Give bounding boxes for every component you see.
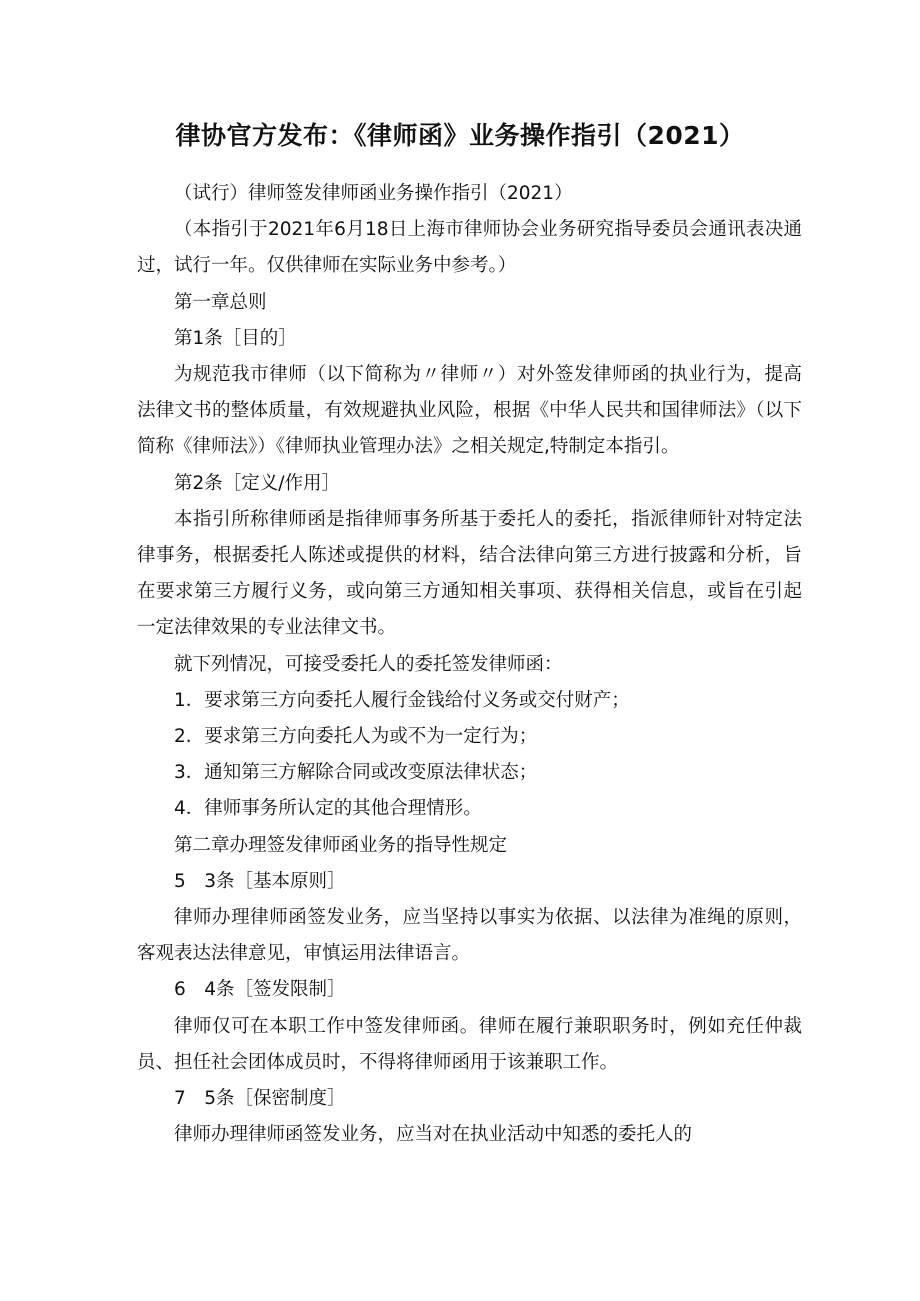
article-paragraph: 本指引所称律师函是指律师事务所基于委托人的委托，指派律师针对特定法律事务，根据委托人陈述或提供的材料，结合法律向第三方进行披露和分析，旨在要求第三方履行义务，或向第三方通知相关事项、获得相关信息，或旨在引起一定法律效果的专业法律文书。	[137, 508, 802, 639]
article-heading: 7 5条［保密制度］	[174, 1088, 346, 1110]
subtitle-line: （试行）律师签发律师函业务操作指引（2021）	[174, 183, 573, 204]
chapter-heading: 第一章总则	[174, 291, 267, 313]
list-item: 3．通知第三方解除合同或改变原法律状态；	[174, 762, 538, 784]
article-heading: 6 4条［签发限制］	[174, 979, 346, 1001]
article-paragraph: 律师办理律师函签发业务，应当对在执业活动中知悉的委托人的	[174, 1124, 693, 1146]
list-intro: 就下列情况，可接受委托人的委托签发律师函：	[174, 653, 563, 675]
article-paragraph: 律师仅可在本职工作中签发律师函。律师在履行兼职职务时，例如充任仲裁员、担任社会团体成员时，不得将律师函用于该兼职工作。	[137, 1015, 802, 1073]
list-item: 2．要求第三方向委托人为或不为一定行为；	[174, 726, 538, 748]
article-paragraph: 律师办理律师函签发业务，应当坚持以事实为依据、以法律为准绳的原则，客观表达法律意见，审慎运用法律语言。	[137, 907, 802, 965]
document-body	[137, 176, 802, 1153]
list-item: 4．律师事务所认定的其他合理情形。	[174, 798, 482, 820]
list-item: 1．要求第三方向委托人履行金钱给付义务或交付财产；	[174, 689, 630, 711]
article-heading: 第1条［目的］	[174, 327, 297, 349]
article-heading: 第2条［定义/作用］	[174, 472, 341, 494]
article-paragraph: 为规范我市律师（以下简称为〃律师〃）对外签发律师函的执业行为，提高法律文书的整体质量，有效规避执业风险，根据《中华人民共和国律师法》（以下简称《律师法》）《律师执业管理办法》之相关规定,特制定本指引。	[137, 364, 802, 458]
article-heading: 5 3条［基本原则］	[174, 870, 346, 892]
adoption-note: （本指引于2021年6月18日上海市律师协会业务研究指导委员会通讯表决通过，试行一年。仅供律师在实际业务中参考。）	[137, 219, 802, 277]
chapter-heading: 第二章办理签发律师函业务的指导性规定	[174, 834, 508, 856]
document-title: 律协官方发布：《律师函》业务操作指引（2021）	[175, 121, 745, 150]
